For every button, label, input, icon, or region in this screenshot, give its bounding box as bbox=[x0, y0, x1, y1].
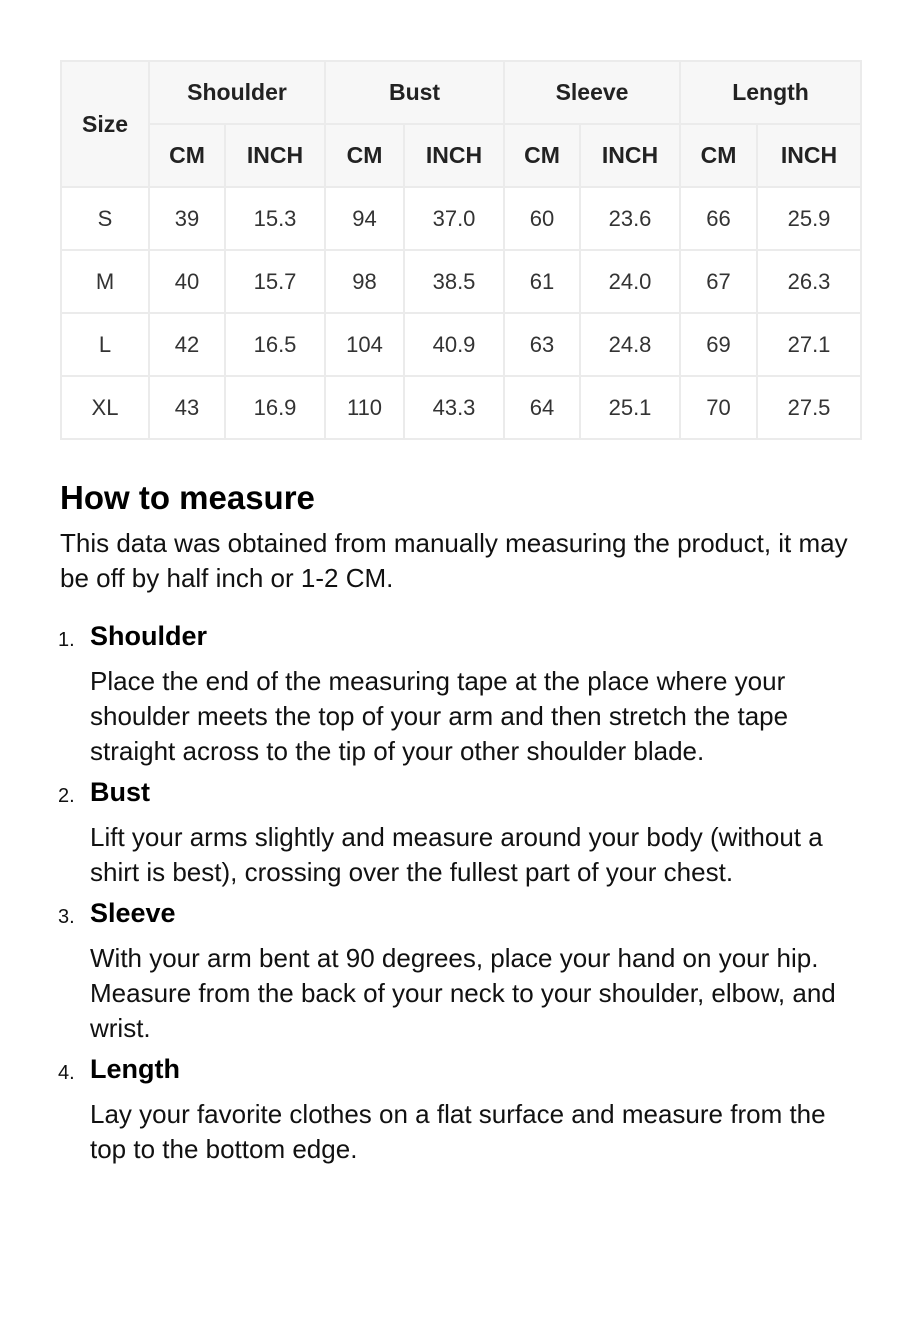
value-cell: 27.5 bbox=[757, 376, 861, 439]
value-cell: 15.7 bbox=[225, 250, 325, 313]
step-title: Shoulder bbox=[90, 621, 208, 651]
value-cell: 67 bbox=[680, 250, 757, 313]
step-length bbox=[60, 1049, 860, 1167]
step-sleeve bbox=[60, 893, 860, 1046]
size-cell: L bbox=[61, 313, 149, 376]
header-row-groups bbox=[61, 61, 861, 124]
size-cell: XL bbox=[61, 376, 149, 439]
value-cell: 69 bbox=[680, 313, 757, 376]
value-cell: 16.5 bbox=[225, 313, 325, 376]
step-number: 2. bbox=[58, 785, 75, 807]
step-shoulder bbox=[60, 616, 860, 769]
size-cell: M bbox=[61, 250, 149, 313]
value-cell: 16.9 bbox=[225, 376, 325, 439]
unit-header-cm: CM bbox=[680, 124, 757, 187]
section-title: How to measure bbox=[60, 479, 315, 516]
step-title: Bust bbox=[90, 777, 150, 807]
sleeve-column-header: Sleeve bbox=[504, 61, 680, 124]
step-description: Place the end of the measuring tape at the place where your shoulder meets the top of your arm and then stretch the tape straight across to the tip of your other shoulder blade. bbox=[90, 666, 789, 766]
size-chart-table bbox=[60, 60, 862, 440]
value-cell: 23.6 bbox=[580, 187, 680, 250]
value-cell: 39 bbox=[149, 187, 225, 250]
value-cell: 40.9 bbox=[404, 313, 504, 376]
table-row bbox=[61, 250, 861, 313]
how-to-measure-section bbox=[60, 476, 860, 1170]
table-row bbox=[61, 376, 861, 439]
value-cell: 25.1 bbox=[580, 376, 680, 439]
value-cell: 60 bbox=[504, 187, 580, 250]
unit-header-inch: INCH bbox=[404, 124, 504, 187]
unit-header-inch: INCH bbox=[757, 124, 861, 187]
step-bust bbox=[60, 772, 860, 890]
value-cell: 110 bbox=[325, 376, 404, 439]
bust-column-header: Bust bbox=[325, 61, 504, 124]
value-cell: 43.3 bbox=[404, 376, 504, 439]
value-cell: 66 bbox=[680, 187, 757, 250]
step-number: 3. bbox=[58, 906, 75, 928]
step-description: Lift your arms slightly and measure around your body (without a shirt is best), crossing over the fullest part of your chest. bbox=[90, 822, 823, 887]
unit-header-inch: INCH bbox=[225, 124, 325, 187]
value-cell: 63 bbox=[504, 313, 580, 376]
value-cell: 37.0 bbox=[404, 187, 504, 250]
value-cell: 64 bbox=[504, 376, 580, 439]
step-number: 1. bbox=[58, 629, 75, 651]
value-cell: 38.5 bbox=[404, 250, 504, 313]
value-cell: 43 bbox=[149, 376, 225, 439]
intro-text: This data was obtained from manually measuring the product, it may be off by half inch or 1-2 CM. bbox=[60, 528, 848, 593]
value-cell: 25.9 bbox=[757, 187, 861, 250]
length-column-header: Length bbox=[680, 61, 861, 124]
value-cell: 70 bbox=[680, 376, 757, 439]
value-cell: 104 bbox=[325, 313, 404, 376]
value-cell: 27.1 bbox=[757, 313, 861, 376]
value-cell: 94 bbox=[325, 187, 404, 250]
table-body bbox=[61, 187, 861, 439]
value-cell: 26.3 bbox=[757, 250, 861, 313]
measurement-steps-list bbox=[60, 616, 860, 1167]
header-row-units bbox=[61, 124, 861, 187]
unit-header-inch: INCH bbox=[580, 124, 680, 187]
step-description: Lay your favorite clothes on a flat surface and measure from the top to the bottom edge. bbox=[90, 1099, 826, 1164]
unit-header-cm: CM bbox=[149, 124, 225, 187]
table-row bbox=[61, 187, 861, 250]
step-title: Length bbox=[90, 1054, 180, 1084]
step-title: Sleeve bbox=[90, 898, 176, 928]
value-cell: 15.3 bbox=[225, 187, 325, 250]
value-cell: 24.8 bbox=[580, 313, 680, 376]
step-number: 4. bbox=[58, 1062, 75, 1084]
value-cell: 40 bbox=[149, 250, 225, 313]
shoulder-column-header: Shoulder bbox=[149, 61, 325, 124]
step-description: With your arm bent at 90 degrees, place your hand on your hip. Measure from the back of your neck to your shoulder, elbow, and wrist. bbox=[90, 943, 836, 1043]
value-cell: 98 bbox=[325, 250, 404, 313]
unit-header-cm: CM bbox=[504, 124, 580, 187]
table-row bbox=[61, 313, 861, 376]
table-header bbox=[61, 61, 861, 187]
value-cell: 42 bbox=[149, 313, 225, 376]
size-cell: S bbox=[61, 187, 149, 250]
unit-header-cm: CM bbox=[325, 124, 404, 187]
value-cell: 24.0 bbox=[580, 250, 680, 313]
size-column-header: Size bbox=[61, 61, 149, 187]
value-cell: 61 bbox=[504, 250, 580, 313]
